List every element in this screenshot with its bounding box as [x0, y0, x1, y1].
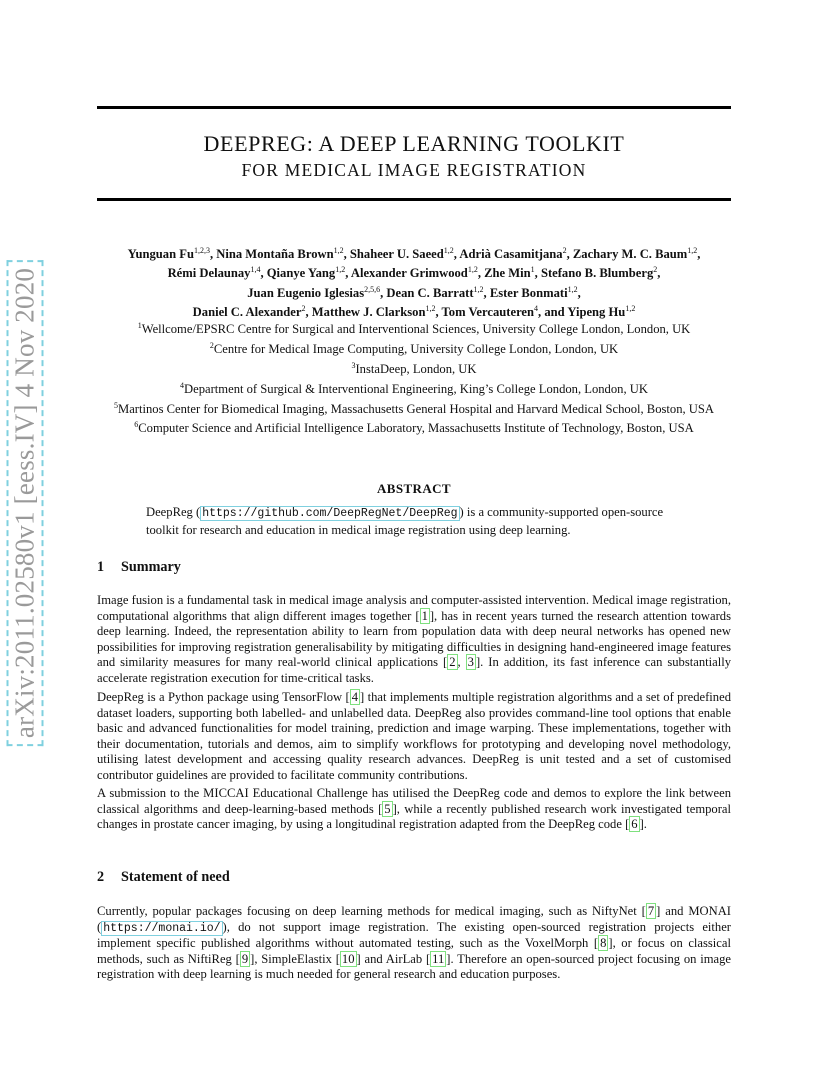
author: Qianye Yang [266, 266, 336, 281]
author: Rémi Delaunay [167, 266, 251, 281]
author: Tom Vercauteren [441, 305, 535, 320]
arxiv-sidebar [6, 260, 44, 745]
author: Ester Bonmati [489, 285, 568, 300]
paragraph-text: ], while a recently published research work investigated temporal changes in prostate cancer imaging, by using a longitudinal registration adapted from the DeepReg code [ [97, 801, 731, 832]
citation-link[interactable]: 9 [241, 951, 249, 966]
author-affil-sup: 1,2 [567, 284, 578, 294]
affiliation [97, 417, 731, 437]
abstract-text: DeepReg ( [146, 505, 201, 519]
author-affil-sup: 4 [534, 304, 539, 314]
author: Zhe Min [484, 266, 531, 281]
paragraph-text: Image fusion is a fundamental task in medical image analysis and computer-assisted intervention. Medical image registration, computational algorithms that align different images together [ [97, 593, 731, 623]
paragraph [97, 690, 731, 784]
citation-link[interactable]: 8 [600, 936, 607, 951]
paragraph-text: A submission to the MICCAI Educational Challenge has utilised the DeepReg code and demos to explore the link between classical algorithms and deep-learning-based methods [ [97, 786, 731, 816]
paragraph-text: ] that implements multiple registration algorithms and a set of predefined dataset loaders, supporting both labelled- and unlabelled data. DeepReg also provides command-line tool options that enable basic and advanced functionalities for model training, prediction and image warping. These implementations, together with their documentation, tutorials and demos, aim to simplify workflows for prototyping and developing novel methodology, utilising latest development and accessing quality research advances. DeepReg is unit tested and a set of customised contributor guidelines are provided to facilitate community contributions. [97, 690, 731, 782]
paragraph-text: Currently, popular packages focusing on deep learning methods for medical imaging, such as NiftyNet [ [97, 904, 646, 918]
abstract-heading: ABSTRACT [377, 481, 451, 496]
citation-link[interactable]: 2 [449, 655, 456, 670]
affiliation-sup: 4 [180, 380, 185, 390]
citation-link[interactable]: 5 [384, 801, 391, 816]
citation-link[interactable]: 1 [421, 608, 428, 623]
author-affil-sup: 1,2,3 [193, 246, 210, 255]
affiliation-sup: 3 [351, 360, 356, 370]
affiliation [97, 318, 731, 338]
affiliation-list [97, 318, 731, 437]
author-affil-sup: 1,2 [425, 304, 436, 314]
paragraph-text: , [457, 655, 466, 670]
affiliation-sup: 2 [209, 340, 214, 350]
paragraph-text: ], has in recent years turned the research attention towards deep learning. Indeed, the representation ability to learn from population data with deep neural networks has opened new possibilities for improving registration generalisability by mitigating difficulties in designing hand-engineered image features and similarity measures for many real-world clinical applications [ [97, 608, 731, 670]
author-affil-sup: 1,2 [473, 284, 484, 294]
author-affil-sup: 2 [653, 265, 658, 275]
citation-link[interactable]: 4 [351, 690, 359, 704]
author: Nina Montaña Brown [216, 247, 334, 262]
title-top-rule [97, 106, 731, 109]
affiliation-sup: 6 [134, 420, 139, 430]
author: Yipeng Hu [567, 305, 626, 320]
author: Yunguan Fu [127, 247, 194, 262]
affiliation-text: Martinos Center for Biomedical Imaging, Massachusetts General Hospital and Harvard Medical School, Boston, USA [118, 401, 714, 416]
abstract-text: ) is a community-supported open-source toolkit for research and education in medical image registration using deep learning. [146, 505, 664, 537]
author-affil-sup: 1 [530, 265, 535, 275]
paragraph-text: DeepReg is a Python package using TensorFlow [ [97, 690, 350, 704]
section-title: Statement of need [121, 869, 230, 885]
author-affil-sup: 1,2 [687, 246, 698, 255]
arxiv-identifier-link[interactable]: arXiv:2011.02580v1 [eess.IV] 4 Nov 2020 [7, 259, 44, 745]
author: Stefano B. Blumberg [540, 266, 654, 281]
section-number: 2 [97, 869, 105, 885]
affiliation-text: Centre for Medical Image Computing, University College London, London, UK [213, 342, 619, 357]
author: Matthew J. Clarkson [311, 305, 426, 320]
section-heading-summary [97, 559, 181, 576]
citation-link[interactable]: 11 [432, 951, 445, 966]
author-affil-sup: 2,5,6 [364, 284, 381, 294]
paragraph-text: ]. Therefore an open-sourced project focusing on image registration with deep learning is much needed for general research and education purposes. [97, 951, 731, 982]
section-heading-statement-of-need [97, 869, 230, 886]
paragraph [97, 786, 731, 833]
author-affil-sup: 1,2 [333, 246, 344, 255]
affiliation [97, 338, 731, 358]
author: Zachary M. C. Baum [572, 247, 688, 262]
affiliation-text: Wellcome/EPSRC Centre for Surgical and Interventional Sciences, University College London, London, UK [141, 322, 691, 337]
abstract-body [146, 504, 686, 538]
author: Daniel C. Alexander [192, 305, 302, 320]
author: Adrià Casamitjana [459, 247, 563, 262]
citation-link[interactable]: 7 [647, 904, 655, 918]
affiliation-text: Computer Science and Artificial Intelligence Laboratory, Massachusetts Institute of Technology, Boston, USA [138, 421, 694, 436]
paragraph-text: ], SimpleElastix [ [250, 951, 340, 966]
paragraph-text: ] and AirLab [ [356, 951, 431, 966]
paragraph [97, 904, 731, 983]
author-affil-sup: 2 [562, 246, 567, 255]
title-line-1: DEEPREG: A DEEP LEARNING TOOLKIT [203, 131, 625, 156]
author-affil-sup: 1,2 [335, 265, 346, 275]
paragraph-text: ]. In addition, its fast inference can substantially accelerate registration execution for time-critical tasks. [97, 655, 732, 685]
paragraph-text: ]. [639, 817, 647, 832]
author: Dean C. Barratt [386, 285, 474, 300]
affiliation-sup: 5 [114, 400, 118, 410]
affiliation-sup: 1 [137, 321, 142, 330]
author-affil-sup: 1,2 [625, 304, 636, 314]
author: Juan Eugenio Iglesias [247, 285, 365, 300]
github-link[interactable]: https://github.com/DeepRegNet/DeepReg [202, 507, 458, 520]
citation-link[interactable]: 6 [631, 817, 638, 832]
author: Alexander Grimwood [350, 266, 468, 281]
author-affil-sup: 1,2 [467, 265, 478, 275]
title-bottom-rule [97, 198, 731, 201]
author-list: Yunguan Fu$^{1,2,3}$, Nina Montaña Brown$^{1,2}$, Shaheer U. Saeed$^{1,2}$, Adrià Casamitjana$^2$, Zachary M. C. Baum$^{1,2}$, Rémi Delaunay$^{1,4}$, Qianye Yang$^{1,2}$, Alexander Grimwood$^{1,2}$, Zhe Min$^1$, Stefano B. Blumberg$^2$, Juan Eugenio Iglesias$^{2,5,6}$, Dean C. Barratt$^{1,2}$, Ester Bonmati$^{1,2}$, Daniel C. Alexander$^2$, Matthew J. Clarkson$^{1,2}$, Tom Vercauteren$^4$, and Yipeng Hu$^{1,2}$ [127, 246, 701, 320]
monai-link[interactable]: https://monai.io/ [103, 921, 221, 935]
citation-link[interactable]: 3 [467, 655, 474, 670]
affiliation [97, 358, 731, 378]
citation-link[interactable]: 10 [341, 951, 355, 966]
author-affil-sup: 1,4 [250, 265, 261, 275]
paragraph-text: ), do not support image registration. The existing open-sourced registration projects either implement specific published algorithms without automated testing, such as the VoxelMorph [ [97, 919, 731, 951]
paper-title [97, 131, 731, 183]
paragraph-text: ], or focus on classical methods, such as NiftiReg [ [97, 936, 731, 966]
section-number: 1 [97, 559, 105, 575]
affiliation [97, 378, 731, 398]
section-title: Summary [121, 559, 181, 575]
affiliation-text: InstaDeep, London, UK [355, 361, 477, 376]
paragraph-text: ] and MONAI ( [97, 904, 731, 934]
paragraph [97, 593, 731, 687]
author-affil-sup: 1,2 [443, 246, 454, 255]
author: Shaheer U. Saeed [349, 247, 444, 262]
affiliation [97, 398, 731, 418]
title-line-2: FOR MEDICAL IMAGE REGISTRATION [241, 160, 587, 180]
affiliation-text: Department of Surgical & Interventional Engineering, King’s College London, London, UK [184, 381, 648, 396]
author-affil-sup: 2 [301, 304, 306, 314]
